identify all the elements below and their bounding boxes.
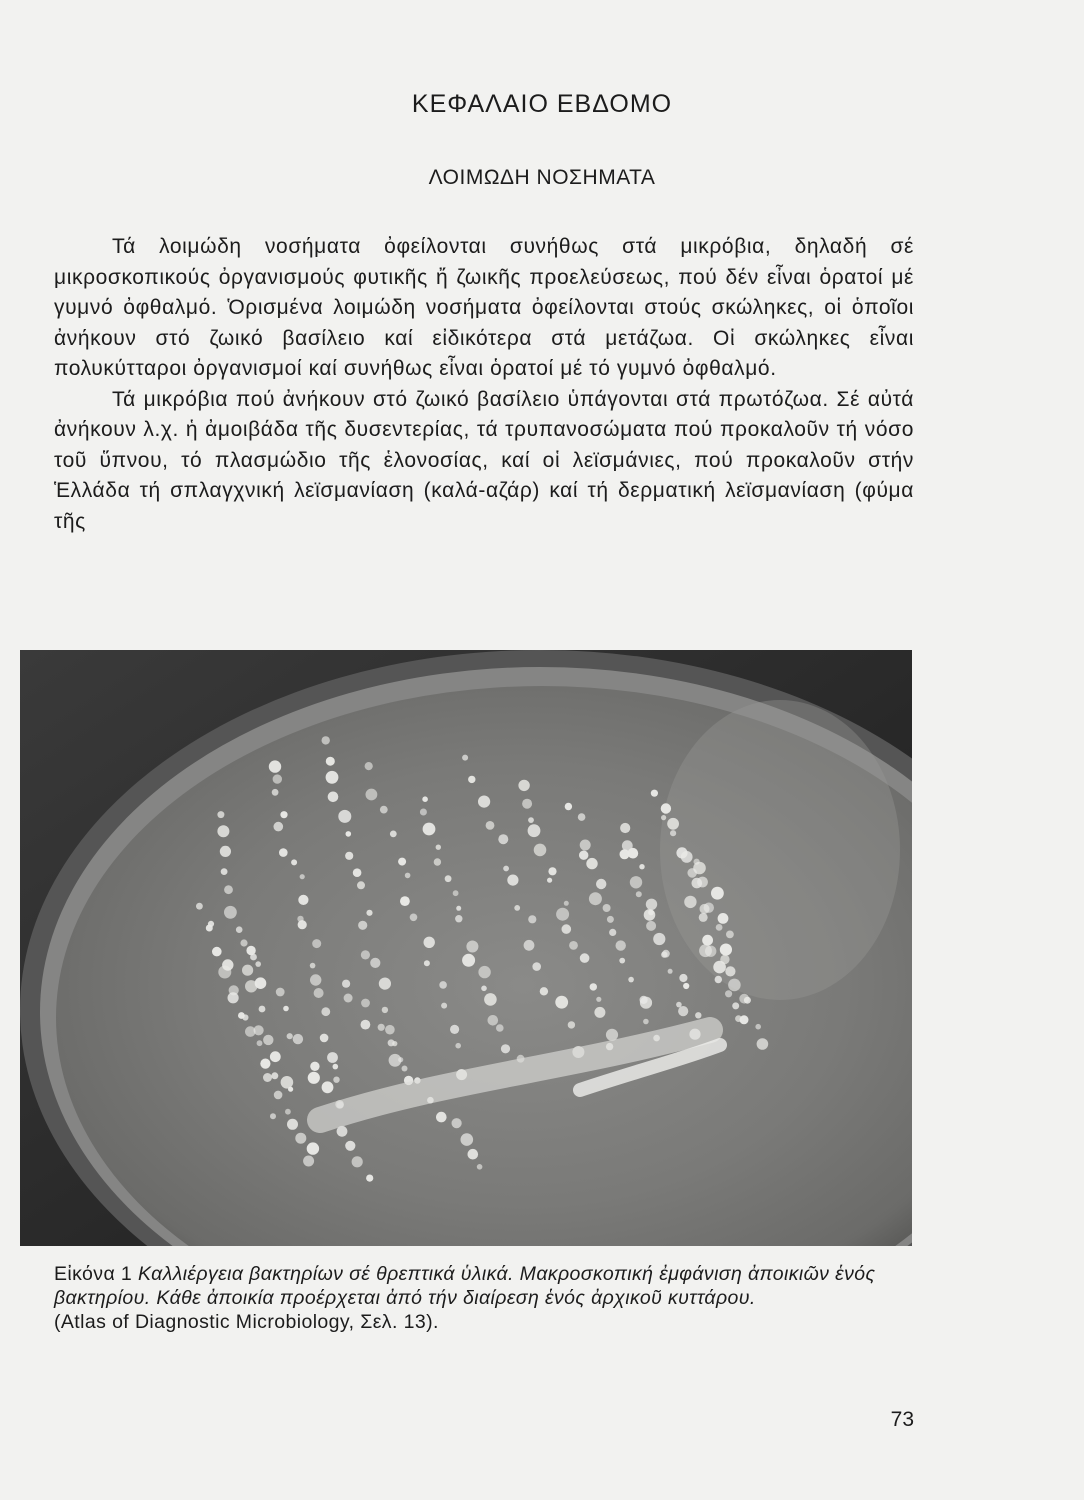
- colony-dot: [568, 1021, 575, 1028]
- colony-dot: [224, 885, 233, 894]
- colony-dot: [636, 891, 642, 897]
- colony-dot: [217, 811, 224, 818]
- colony-dot: [565, 803, 572, 810]
- colony-dot: [720, 955, 729, 964]
- colony-dot: [532, 962, 541, 971]
- colony-dot: [580, 953, 590, 963]
- colony-dot: [456, 906, 461, 911]
- colony-dot: [679, 974, 687, 982]
- caption-label: Εἰκόνα 1: [54, 1263, 133, 1285]
- colony-dot: [255, 961, 261, 967]
- colony-dot: [667, 818, 679, 830]
- colony-dot: [263, 1073, 272, 1082]
- colony-dot: [420, 809, 427, 816]
- colony-dot: [287, 1033, 293, 1039]
- colony-dot: [434, 858, 441, 865]
- colony-dot: [279, 848, 288, 857]
- colony-dot: [596, 879, 606, 889]
- colony-dot: [603, 904, 611, 912]
- colony-dot: [468, 1149, 479, 1160]
- colony-dot: [478, 966, 490, 978]
- colony-dot: [640, 997, 652, 1009]
- colony-dot: [644, 909, 656, 921]
- colony-dot: [206, 925, 213, 932]
- colony-dot: [236, 926, 243, 933]
- colony-dot: [276, 988, 285, 997]
- colony-dot: [260, 1059, 270, 1069]
- colony-dot: [697, 877, 708, 888]
- colony-dot: [366, 789, 378, 801]
- colony-dot: [326, 771, 339, 784]
- colony-dot: [273, 774, 282, 783]
- colony-dot: [379, 978, 391, 990]
- petri-dish-image: [20, 650, 912, 1246]
- colony-dot: [594, 1007, 605, 1018]
- colony-dot: [436, 845, 441, 850]
- paragraph: Τά λοιμώδη νοσήματα ὀφείλονται συνήθως στά μικρόβια, δηλαδή σέ μικροσκοπικούς ὀργανισμούς φυτικῆς ἤ ζωικῆς προελεύσεως, πού δέν εἶναι ὁρατοί μέ γυμνό ὀφθαλμό. Ὁρισμένα λοιμώδη νοσήματα ὀφείλονται στούς σκώληκες, οἱ ὁποῖοι ἀνήκουν στό ζωικό βασίλειο καί εἰδικότερα στά μετάζωα. Οἱ σκώληκες εἶναι πολυκύτταροι ὀργανισμοί καί συνήθως εἶναι ὁρατοί μέ τό γυμνό ὀφθαλμό.: [54, 235, 914, 380]
- colony-dot: [257, 1040, 263, 1046]
- colony-dot: [196, 903, 203, 910]
- colony-dot: [224, 906, 237, 919]
- colony-dot: [220, 846, 231, 857]
- colony-dot: [661, 803, 671, 813]
- colony-dot: [607, 916, 614, 923]
- colony-dot: [609, 929, 616, 936]
- colony-dot: [455, 1043, 461, 1049]
- colony-dot: [486, 821, 495, 830]
- colony-dot: [461, 1133, 474, 1146]
- colony-dot: [218, 966, 231, 979]
- colony-dot: [481, 986, 487, 992]
- colony-dot: [424, 960, 430, 966]
- colony-dot: [300, 874, 305, 879]
- colony-dot: [270, 1113, 276, 1119]
- colony-dot: [643, 1019, 649, 1025]
- colony-dot: [569, 941, 578, 950]
- colony-dot: [507, 875, 518, 886]
- colony-dot: [445, 875, 452, 882]
- colony-dot: [366, 910, 372, 916]
- colony-dot: [728, 979, 741, 992]
- colony-dot: [322, 736, 330, 744]
- colony-dot: [718, 913, 729, 924]
- colony-dot: [310, 974, 321, 985]
- colony-dot: [392, 1041, 397, 1046]
- colony-dot: [670, 830, 676, 836]
- colony-dot: [361, 950, 370, 959]
- body-text: [54, 232, 914, 537]
- colony-dot: [732, 1002, 739, 1009]
- colony-dot: [678, 1006, 688, 1016]
- colony-dot: [242, 1014, 248, 1020]
- colony-dot: [378, 1024, 385, 1031]
- colony-dot: [450, 1025, 459, 1034]
- page-number: 73: [890, 1408, 914, 1431]
- colony-dot: [382, 1007, 388, 1013]
- colony-dot: [272, 789, 279, 796]
- colony-dot: [370, 958, 380, 968]
- colony-dot: [310, 1062, 319, 1071]
- colony-dot: [333, 1064, 339, 1070]
- colony-dot: [462, 954, 475, 967]
- colony-dot: [668, 969, 673, 974]
- colony-dot: [274, 822, 284, 832]
- colony-dot: [405, 873, 411, 879]
- colony-dot: [684, 896, 696, 908]
- colony-dot: [269, 760, 281, 772]
- colony-dot: [564, 901, 569, 906]
- colony-dot: [639, 864, 644, 869]
- colony-dot: [344, 994, 353, 1003]
- colony-dot: [295, 1133, 306, 1144]
- colony-dot: [586, 858, 597, 869]
- colony-dot: [646, 921, 656, 931]
- colony-dot: [578, 813, 586, 821]
- colony-dot: [423, 823, 436, 836]
- colony-dot: [514, 905, 520, 911]
- colony-dot: [468, 776, 475, 783]
- colony-dot: [263, 1035, 273, 1045]
- colony-dot: [389, 1054, 402, 1067]
- colony-dot: [589, 892, 602, 905]
- colony-dot: [518, 780, 529, 791]
- colony-dot: [310, 963, 316, 969]
- colony-dot: [477, 1164, 483, 1170]
- colony-dot: [326, 757, 335, 766]
- colony-dot: [283, 1006, 289, 1012]
- colony-dot: [740, 1015, 749, 1024]
- colony-dot: [320, 1034, 329, 1043]
- colony-dot: [720, 944, 732, 956]
- colony-dot: [345, 852, 353, 860]
- colony-dot: [271, 1072, 278, 1079]
- colony-dot: [661, 815, 666, 820]
- colony-dot: [303, 1156, 314, 1167]
- colony-dot: [628, 977, 634, 983]
- colony-dot: [453, 890, 459, 896]
- colony-dot: [240, 939, 247, 946]
- colony-dot: [462, 755, 468, 761]
- colony-dot: [630, 876, 642, 888]
- caption-source: (Atlas of Diagnostic Microbiology, Σελ. 13).: [54, 1311, 439, 1333]
- colony-dot: [346, 831, 352, 837]
- colony-dot: [288, 1087, 293, 1092]
- colony-dot: [704, 903, 714, 913]
- colony-dot: [270, 1051, 281, 1062]
- colony-dot: [353, 868, 362, 877]
- colony-dot: [562, 924, 572, 934]
- figure-caption: [54, 1262, 916, 1334]
- colony-dot: [534, 844, 547, 857]
- colony-dot: [358, 921, 367, 930]
- colony-dot: [439, 981, 447, 989]
- colony-dot: [683, 983, 689, 989]
- colony-dot: [556, 908, 569, 921]
- colony-dot: [744, 997, 751, 1004]
- colony-dot: [725, 990, 732, 997]
- colony-dot: [466, 941, 478, 953]
- colony-dot: [322, 1081, 334, 1093]
- colony-dot: [338, 810, 351, 823]
- colony-dot: [484, 993, 497, 1006]
- colony-dot: [503, 866, 509, 872]
- colony-dot: [357, 881, 365, 889]
- colony-dot: [757, 1038, 769, 1050]
- colony-dot: [590, 983, 597, 990]
- colony-dot: [287, 1119, 298, 1130]
- colony-dot: [620, 823, 630, 833]
- colony-dot: [522, 799, 532, 809]
- colony-dot: [653, 933, 665, 945]
- colony-dot: [398, 858, 406, 866]
- colony-dot: [333, 1077, 339, 1083]
- colony-dot: [221, 868, 228, 875]
- colony-dot: [422, 796, 428, 802]
- colony-dot: [452, 1118, 462, 1128]
- colony-dot: [245, 1026, 256, 1037]
- colony-dot: [402, 1066, 408, 1072]
- colony-dot: [661, 951, 667, 957]
- colony-dot: [280, 811, 287, 818]
- colony-dot: [242, 965, 253, 976]
- colony-dot: [702, 935, 713, 946]
- colony-dot: [361, 999, 370, 1008]
- chapter-title: ΚΕΦΑΛΑΙΟ ΕΒΔΟΜΟ: [411, 90, 673, 118]
- colony-dot: [725, 966, 735, 976]
- colony-dot: [528, 915, 536, 923]
- colony-dot: [352, 1156, 363, 1167]
- petri-dish-photo: [20, 650, 912, 1246]
- colony-dot: [307, 1142, 319, 1154]
- colony-dot: [441, 1003, 447, 1009]
- colony-dot: [716, 924, 723, 931]
- colony-dot: [606, 1029, 618, 1041]
- paragraph: Τά μικρόβια πού ἀνήκουν στό ζωικό βασίλειο ὑπάγονται στά πρωτόζωα. Σέ αὐτά ἀνήκουν λ.χ. ἡ ἀμοιβάδα τῆς δυσεντερίας, τά τρυπανοσώματα πού προκαλοῦν τή νόσο τοῦ ὕπνου, τό πλασμώδιο τῆς ἑλονοσίας, καί οἱ λεϊσμάνιες, πού προκαλοῦν στήν Ἑλλάδα τή σπλαγχνική λεϊσμανίαση (καλά-αζάρ) καί τή δερματική λεϊσμανίαση (φύμα τῆς: [54, 387, 914, 533]
- colony-dot: [228, 992, 239, 1003]
- colony-dot: [711, 887, 724, 900]
- colony-dot: [616, 940, 626, 950]
- colony-dot: [366, 1175, 373, 1182]
- colony-dot: [291, 859, 297, 865]
- colony-dot: [478, 796, 490, 808]
- colony-dot: [255, 977, 267, 989]
- colony-dot: [681, 851, 693, 863]
- colony-dot: [410, 914, 418, 922]
- colony-dot: [259, 1006, 266, 1013]
- colony-dot: [547, 878, 552, 883]
- colony-dot: [293, 1034, 303, 1044]
- colony-dot: [524, 940, 535, 951]
- colony-dot: [274, 1091, 283, 1100]
- colony-dot: [314, 988, 324, 998]
- section-title: ΛΟΙΜΩΔΗ ΝΟΣΗΜΑΤΑ: [428, 166, 656, 189]
- colony-dot: [365, 762, 373, 770]
- colony-dot: [217, 825, 229, 837]
- colony-dot: [695, 1012, 701, 1018]
- colony-dot: [705, 946, 716, 957]
- colony-dot: [298, 895, 308, 905]
- colony-dot: [755, 1024, 761, 1030]
- colony-dot: [488, 1015, 499, 1026]
- colony-dot: [400, 896, 410, 906]
- colony-dot: [345, 1141, 355, 1151]
- colony-dot: [501, 1044, 510, 1053]
- colony-dot: [342, 980, 350, 988]
- colony-dot: [528, 817, 534, 823]
- colony-dot: [361, 1020, 371, 1030]
- colony-dot: [385, 1025, 395, 1035]
- colony-dot: [285, 1109, 291, 1115]
- colony-dot: [327, 1052, 338, 1063]
- colony-dot: [308, 1072, 320, 1084]
- colony-dot: [455, 915, 462, 922]
- caption-text: Καλλιέργεια βακτηρίων σέ θρεπτικά ὑλικά. Μακροσκοπική ἐμφάνιση ἀποικιῶν ἑνός βακτηρίου. Κάθε ἀποικία προέρχεται ἀπό τήν διαίρεση ἑνός ἀρχικοῦ κυττάρου.: [54, 1263, 876, 1309]
- colony-dot: [424, 937, 435, 948]
- colony-dot: [726, 931, 734, 939]
- colony-dot: [312, 939, 321, 948]
- colony-dot: [715, 976, 722, 983]
- colony-dot: [528, 824, 541, 837]
- colony-dot: [580, 840, 591, 851]
- colony-dot: [646, 899, 657, 910]
- colony-dot: [298, 920, 307, 929]
- colony-dot: [328, 792, 339, 803]
- colony-dot: [496, 1024, 504, 1032]
- colony-dot: [246, 946, 255, 955]
- colony-dot: [620, 849, 630, 859]
- colony-dot: [498, 834, 508, 844]
- colony-dot: [380, 806, 388, 814]
- colony-dot: [699, 913, 708, 922]
- colony-dot: [579, 851, 588, 860]
- colony-dot: [676, 1002, 682, 1008]
- colony-dot: [548, 867, 556, 875]
- colony-dot: [212, 947, 222, 957]
- colony-dot: [436, 1112, 447, 1123]
- colony-dot: [619, 958, 625, 964]
- colony-dot: [596, 997, 601, 1002]
- colony-dot: [321, 1007, 330, 1016]
- colony-dot: [390, 831, 397, 838]
- colony-dot: [540, 987, 548, 995]
- colony-dot: [555, 996, 568, 1009]
- colony-dot: [693, 862, 706, 875]
- colony-dot: [651, 790, 658, 797]
